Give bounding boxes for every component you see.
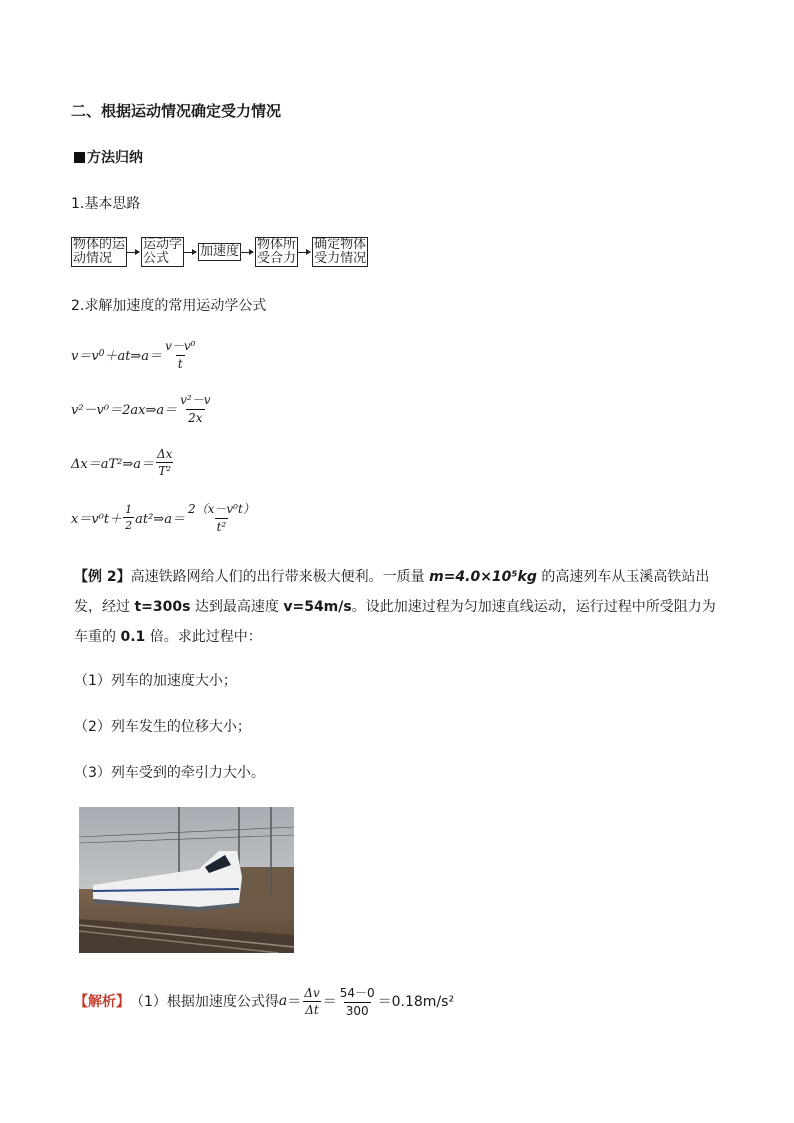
arrow-right-icon bbox=[127, 252, 139, 253]
question-1: （1）列车的加速度大小； bbox=[74, 673, 237, 689]
example-2: 【例 2】高速铁路网给人们的出行带来极大便利。一质量 m=4.0×10⁵kg 的高速列车从玉溪高铁站出发，经过 t=300s 达到最高速度 v=54m/s。设此加速过程为匀加速直线运动，运行过程中所受阻力为车重的 0.1 倍。求此过程中： bbox=[74, 569, 716, 645]
flow-diagram bbox=[71, 237, 368, 267]
arrow-right-icon bbox=[184, 252, 196, 253]
formulas-label: 2.求解加速度的常用运动学公式 bbox=[71, 298, 267, 314]
formula-2: v²－v⁰＝2ax⇒a＝ $\frac{\text{v²－v}}{2x}$ bbox=[71, 393, 211, 425]
flow-box-determine-force: 确定物体 受力情况 bbox=[314, 237, 367, 266]
solution: 【解析】 （1）根据加速度公式得 a ＝ $\frac{\Delta v}{\Delta t}$ ＝ $\frac{54-0}{300}$ ＝0.18m/s² bbox=[74, 985, 455, 1018]
formula-3: Δx＝aT²⇒a＝ $\frac{\Delta x}{\text{T²}}$ bbox=[71, 447, 173, 478]
question-3: （3）列车受到的牵引力大小。 bbox=[74, 765, 265, 781]
train-photo bbox=[79, 807, 294, 953]
flow-box-acceleration: 加速度 bbox=[200, 244, 240, 259]
basic-idea-label: 1.基本思路 bbox=[71, 196, 141, 212]
arrow-right-icon bbox=[241, 252, 253, 253]
flow-box-net-force: 物体所 受合力 bbox=[257, 237, 297, 266]
square-bullet-icon bbox=[74, 152, 85, 163]
arrow-right-icon bbox=[298, 252, 310, 253]
section-title: 二、根据运动情况确定受力情况 bbox=[71, 102, 282, 120]
flow-box-motion: 物体的运 动情况 bbox=[73, 237, 126, 266]
formula-1: v＝v 0 ＋at⇒a＝ $\frac{\text{v－v⁰}}{t}$ bbox=[71, 339, 196, 371]
question-2: （2）列车发生的位移大小； bbox=[74, 719, 251, 735]
method-heading-text: 方法归纳 bbox=[87, 150, 143, 166]
flow-box-kinematics: 运动学 公式 bbox=[143, 237, 183, 266]
formula-4: x＝v⁰t＋ $\frac{1}{2}$ at²⇒a＝ $\frac{\text{2（x－v⁰t）}}{\text{t²}}$ bbox=[71, 502, 255, 534]
method-heading bbox=[74, 147, 143, 167]
